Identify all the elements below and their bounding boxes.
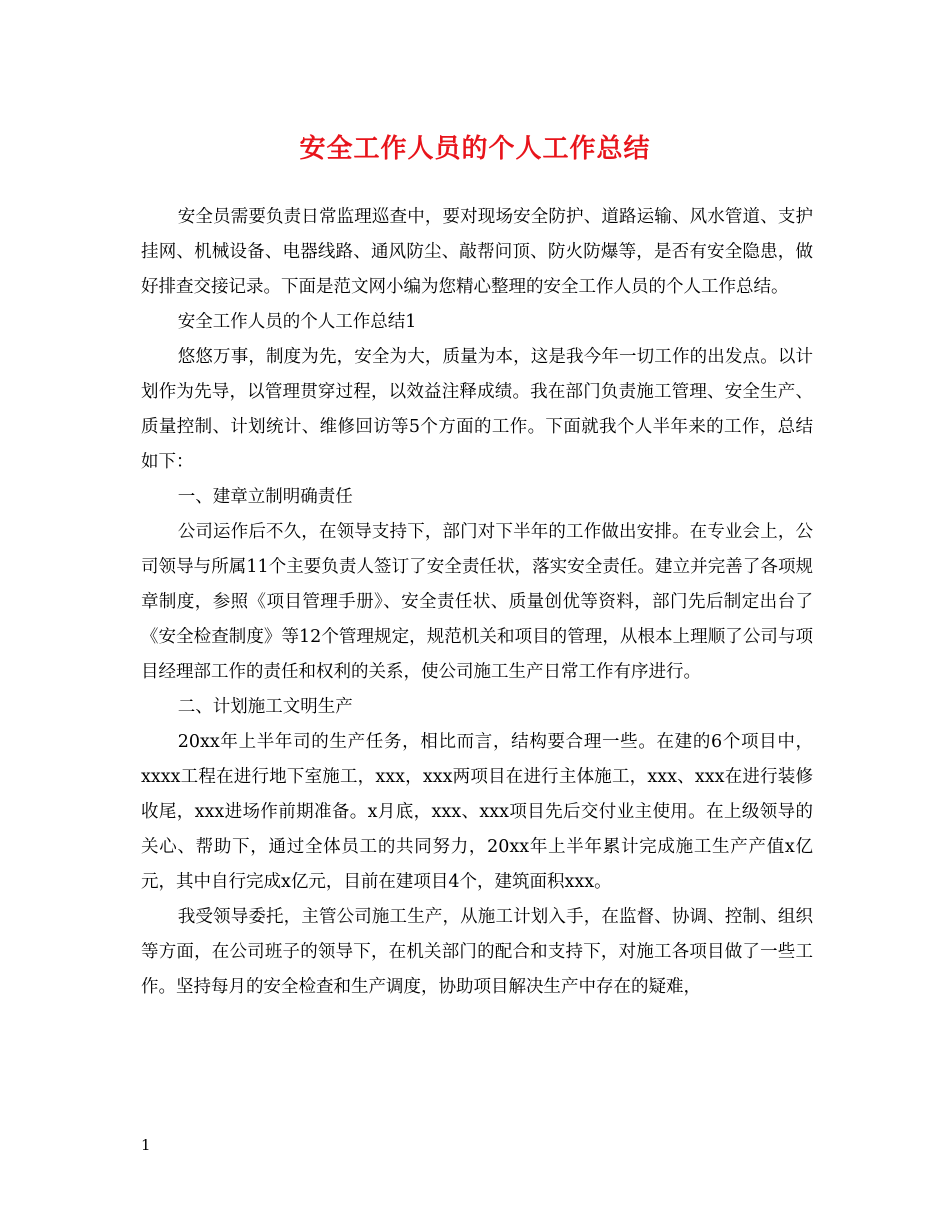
page-number: 1	[141, 1136, 151, 1154]
body-paragraph: 公司运作后不久，在领导支持下，部门对下半年的工作做出安排。在专业会上，公司领导与所属11个主要负责人签订了安全责任状，落实安全责任。建立并完善了各项规章制度，参照《项目管理手册》、安全责任状、质量创优等资料，部门先后制定出台了《安全检查制度》等12个管理规定，规范机关和项目的管理，从根本上理顺了公司与项目经理部工作的责任和权利的关系，使公司施工生产日常工作有序进行。	[141, 522, 813, 682]
section-heading: 安全工作人员的个人工作总结1	[177, 312, 417, 332]
body-paragraph: 我受领导委托，主管公司施工生产，从施工计划入手，在监督、协调、控制、组织等方面，在公司班子的领导下，在机关部门的配合和支持下，对施工各项目做了一些工作。坚持每月的安全检查和生产调度，协助项目解决生产中存在的疑难，	[141, 907, 813, 997]
body-paragraph: 20xx年上半年司的生产任务，相比而言，结构要合理一些。在建的6个项目中，xxxx工程在进行地下室施工，xxx，xxx两项目在进行主体施工，xxx、xxx在进行装修收尾，xxx进场作前期准备。x月底，xxx、xxx项目先后交付业主使用。在上级领导的关心、帮助下，通过全体员工的共同努力，20xx年上半年累计完成施工生产产值x亿元，其中自行完成x亿元，目前在建项目4个，建筑面积xxx。	[141, 732, 813, 892]
document-title: 安全工作人员的个人工作总结	[299, 134, 651, 164]
section-heading: 二、计划施工文明生产	[177, 697, 353, 717]
body-paragraph: 悠悠万事，制度为先，安全为大，质量为本，这是我今年一切工作的出发点。以计划作为先导，以管理贯穿过程，以效益注释成绩。我在部门负责施工管理、安全生产、质量控制、计划统计、维修回访等5个方面的工作。下面就我个人半年来的工作，总结如下：	[141, 347, 813, 472]
section-heading: 一、建章立制明确责任	[177, 487, 353, 507]
intro-paragraph: 安全员需要负责日常监理巡查中，要对现场安全防护、道路运输、风水管道、支护挂网、机械设备、电器线路、通风防尘、敲帮问顶、防火防爆等，是否有安全隐患，做好排查交接记录。下面是范文网小编为您精心整理的安全工作人员的个人工作总结。	[141, 207, 813, 297]
document-body	[141, 200, 813, 1005]
